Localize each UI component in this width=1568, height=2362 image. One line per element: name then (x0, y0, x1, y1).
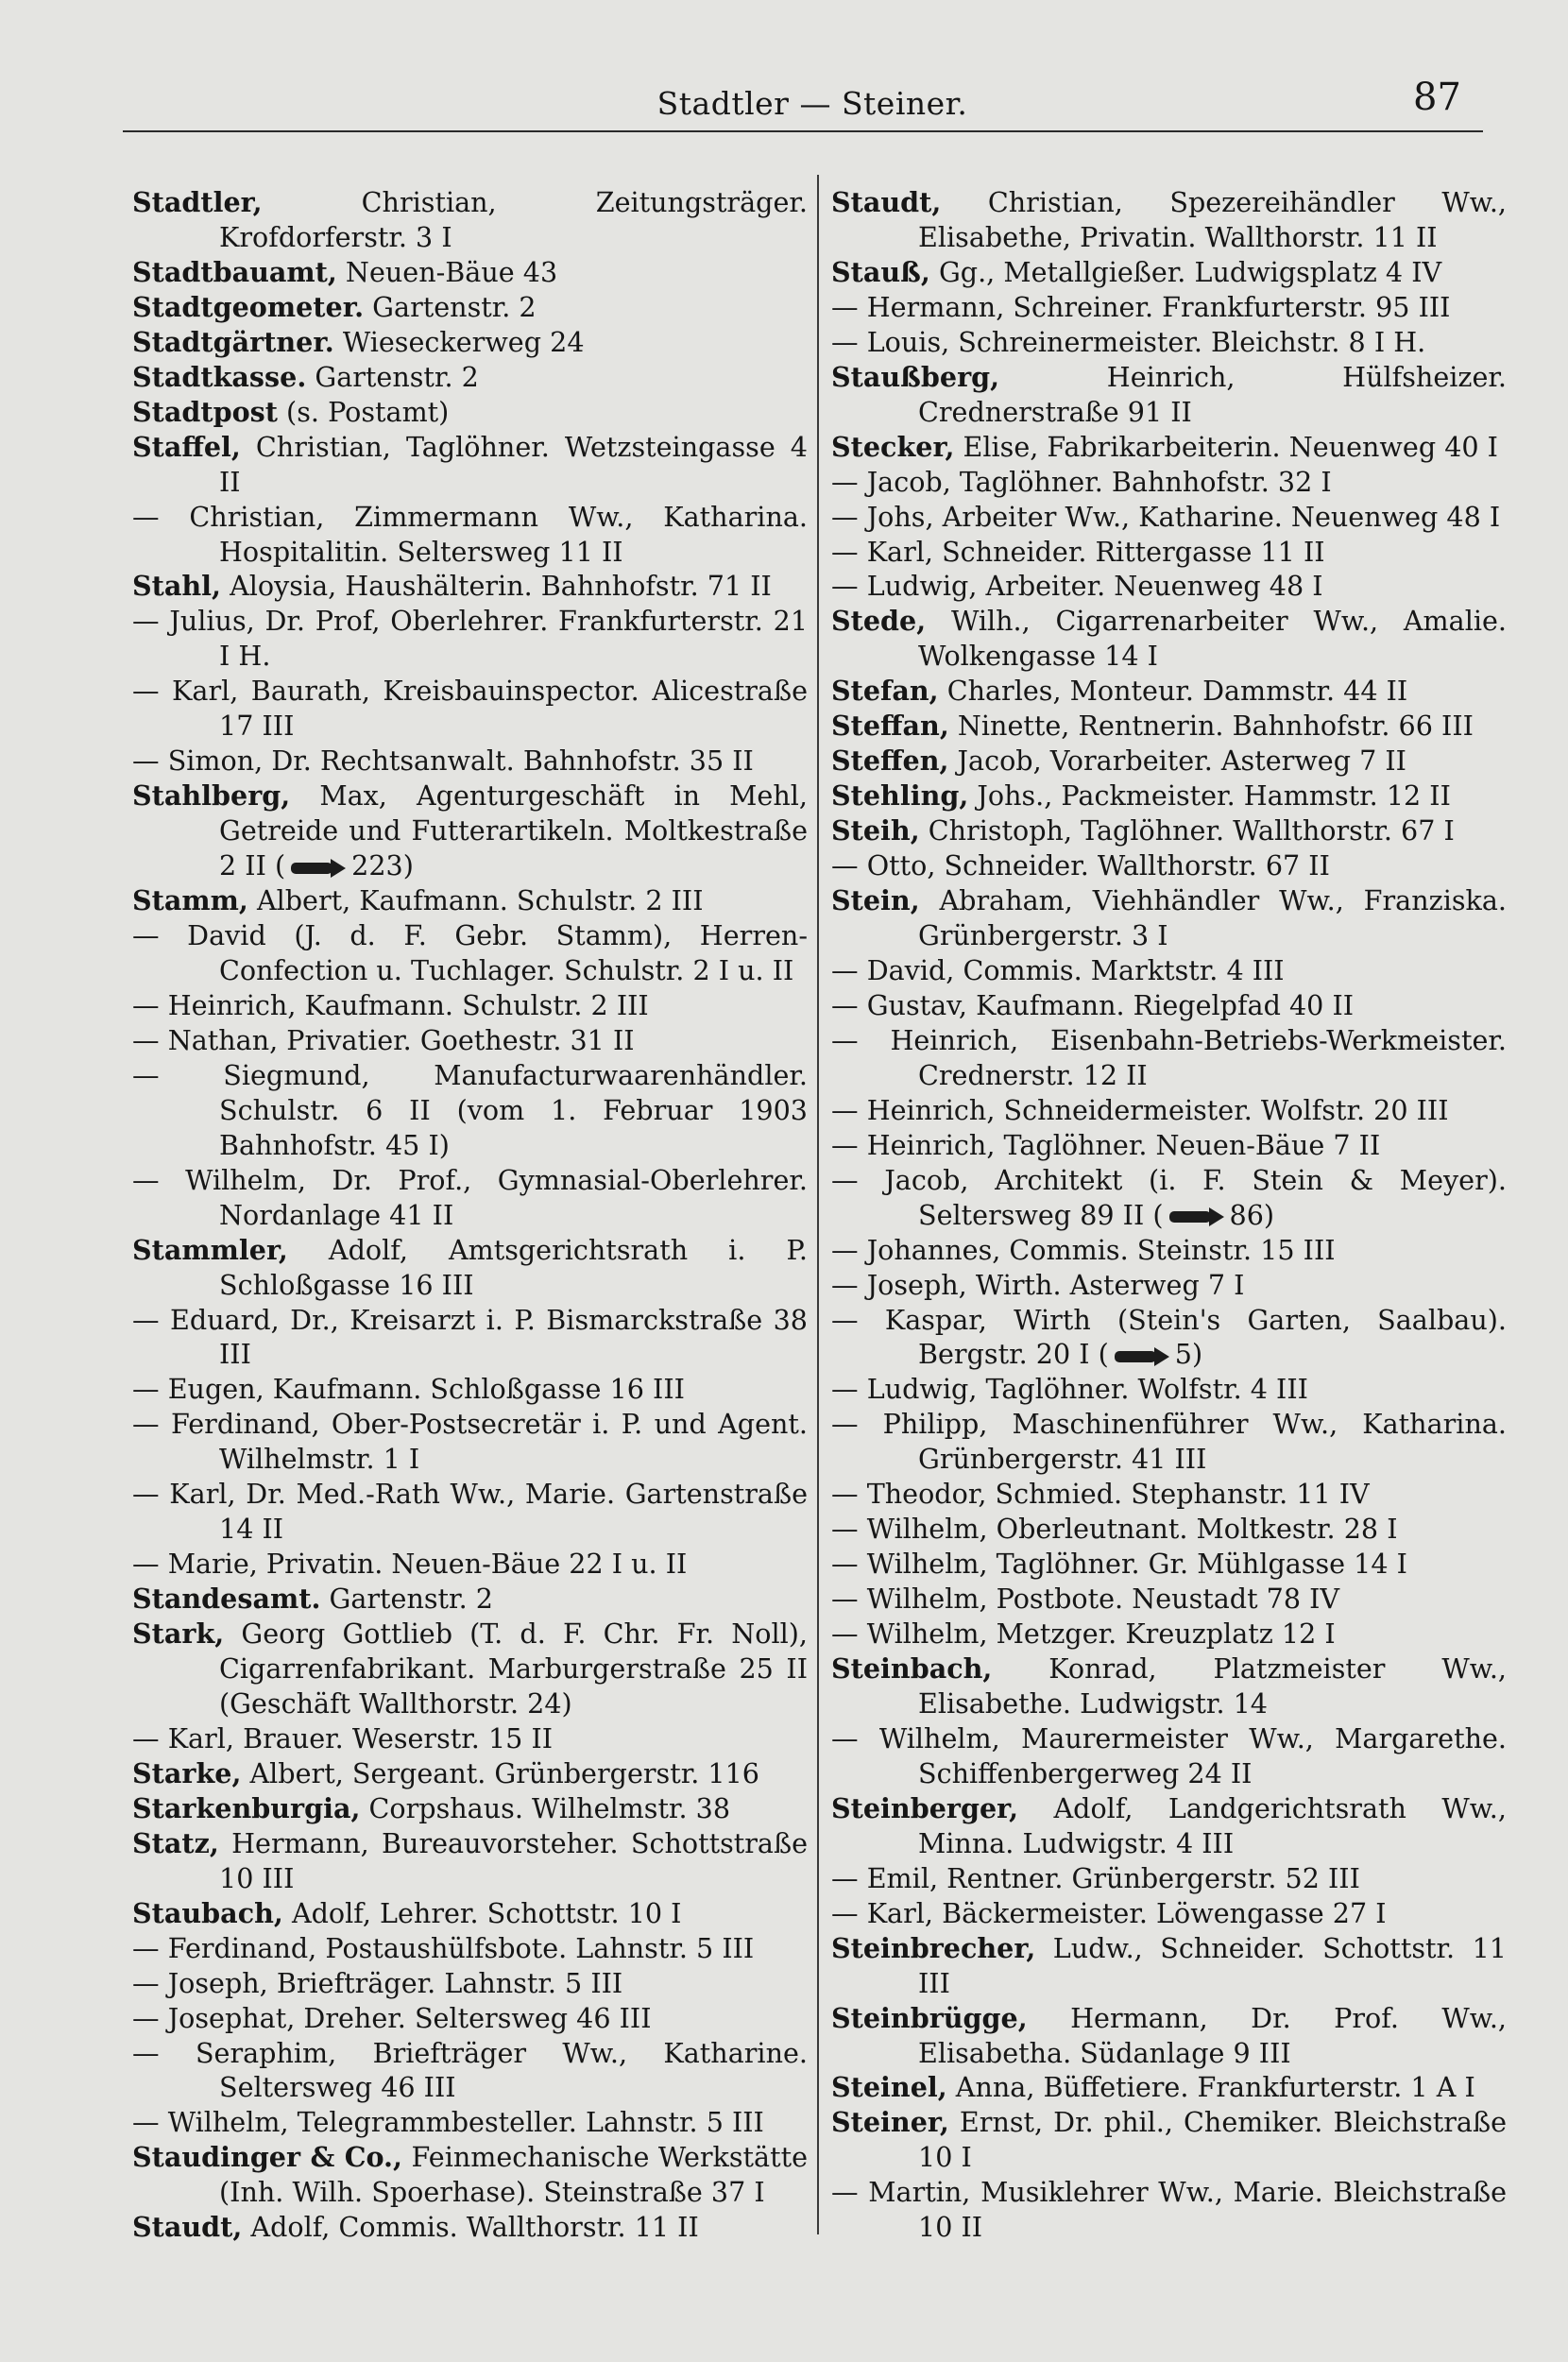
entry-headword: Stehling, (831, 779, 969, 813)
entry-headword: Steinbrügge, (831, 2001, 1028, 2034)
directory-entry (132, 604, 808, 674)
entry-text: Johannes, Commis. Steinstr. 15 III (866, 1233, 1336, 1266)
entry-text: Charles, Monteur. Dammstr. 44 II (938, 675, 1408, 708)
repeat-dash: — (831, 1093, 867, 1126)
entry-text: Gg., Metallgießer. Ludwigsplatz 4 IV (929, 255, 1442, 288)
entry-text: Simon, Dr. Rechtsanwalt. Bahnhofstr. 35 II (167, 745, 754, 778)
entry-headword: Stein, (831, 884, 920, 917)
entry-text: David, Commis. Marktstr. 4 III (866, 953, 1285, 986)
entry-headword: Starke, (132, 1756, 242, 1789)
entry-headword: Steffen, (831, 745, 949, 778)
directory-entry (132, 2210, 808, 2245)
directory-entry (132, 395, 808, 430)
repeat-dash: — (831, 325, 867, 358)
repeat-dash: — (132, 1163, 186, 1196)
entry-headword: Stark, (132, 1617, 225, 1651)
directory-entry (132, 674, 808, 744)
header-rule (123, 130, 1483, 132)
entry-text: Adolf, Commis. Wallthorstr. 11 II (242, 2211, 699, 2244)
repeat-dash: — (132, 1408, 171, 1441)
directory-entry (831, 779, 1507, 813)
entry-text: Nathan, Privatier. Goethestr. 31 II (167, 1023, 635, 1056)
directory-entry (132, 883, 808, 918)
entry-text: Otto, Schneider. Wallthorstr. 67 II (866, 849, 1330, 882)
entry-text: Heinrich, Kaufmann. Schulstr. 2 III (167, 988, 649, 1021)
entry-headword: Standesamt. (132, 1583, 321, 1616)
directory-entry (132, 1023, 808, 1058)
repeat-dash: — (831, 1583, 867, 1616)
repeat-dash: — (831, 1268, 867, 1301)
directory-entry (831, 2105, 1507, 2175)
entry-text: Max, Agenturgeschäft in Mehl, Getreide und Futterartikeln. Moltkestraße 2 II ( (219, 779, 808, 882)
directory-entry (831, 1233, 1507, 1268)
entry-headword: Stahl, (132, 570, 221, 603)
directory-entry (132, 430, 808, 500)
directory-entry (831, 2001, 1507, 2071)
entry-text: Johs., Packmeister. Hammstr. 12 II (968, 779, 1451, 813)
repeat-dash: — (132, 675, 173, 708)
entry-headword: Stamm, (132, 884, 248, 917)
directory-entry (132, 744, 808, 779)
entry-text: Hermann, Dr. Prof. Ww., Elisabetha. Südanlage 9 III (918, 2001, 1507, 2069)
repeat-dash: — (831, 953, 867, 986)
entry-text: Wieseckerweg 24 (333, 325, 585, 358)
phone-number: 86 (1229, 1198, 1264, 1231)
directory-entry (831, 500, 1507, 535)
directory-entry (132, 1058, 808, 1163)
entry-text: Karl, Baurath, Kreisbauinspector. Alicestraße 17 III (172, 675, 808, 743)
directory-entry (831, 290, 1507, 325)
repeat-dash: — (831, 1896, 867, 1929)
directory-entry (132, 1547, 808, 1582)
directory-entry (132, 1826, 808, 1896)
directory-entry (831, 1128, 1507, 1163)
repeat-dash: — (831, 1478, 867, 1511)
entry-headword: Staudinger & Co., (132, 2141, 402, 2174)
directory-entry (132, 1407, 808, 1477)
directory-entry (831, 325, 1507, 360)
directory-entry (132, 1617, 808, 1721)
directory-entry (132, 569, 808, 604)
entry-text: Eugen, Kaufmann. Schloßgasse 16 III (167, 1373, 685, 1406)
entry-text: Neuen-Bäue 43 (336, 255, 558, 288)
right-column (831, 185, 1507, 2245)
repeat-dash: — (132, 500, 190, 533)
directory-entry (132, 2001, 808, 2036)
directory-entry (831, 1372, 1507, 1407)
directory-entry (831, 1617, 1507, 1652)
entry-headword: Staudt, (132, 2211, 243, 2244)
entry-headword: Stede, (831, 605, 927, 638)
directory-entry (831, 185, 1507, 255)
entry-text: Adolf, Lehrer. Schottstr. 10 I (282, 1896, 682, 1929)
column-divider (817, 175, 819, 2234)
repeat-dash: — (831, 1548, 867, 1581)
entry-text: Ninette, Rentnerin. Bahnhofstr. 66 III (948, 710, 1474, 743)
repeat-dash: — (831, 465, 867, 498)
directory-entry (831, 883, 1507, 953)
directory-entry (831, 2070, 1507, 2105)
entry-text: Christian, Spezereihändler Ww., Elisabethe, Privatin. Wallthorstr. 11 II (918, 186, 1507, 253)
repeat-dash: — (831, 1617, 867, 1651)
entry-text: Corpshaus. Wilhelmstr. 38 (360, 1791, 731, 1824)
entry-headword: Stadtler, (132, 186, 263, 218)
directory-entry (831, 2175, 1507, 2245)
repeat-dash: — (831, 570, 867, 603)
directory-entry (831, 709, 1507, 744)
entry-headword: Stadtkasse. (132, 360, 307, 393)
repeat-dash: — (132, 2106, 168, 2139)
repeat-dash: — (132, 2001, 168, 2034)
directory-entry (132, 1372, 808, 1407)
directory-entry (831, 1721, 1507, 1791)
entry-headword: Stecker, (831, 430, 955, 463)
entry-text: Konrad, Platzmeister Ww., Elisabethe. Ludwigstr. 14 (918, 1652, 1507, 1720)
entry-text: Feinmechanische Werkstätte (Inh. Wilh. Spoerhase). Steinstraße 37 I (219, 2141, 808, 2209)
repeat-dash: — (831, 1233, 867, 1266)
entry-headword: Stadtgeometer. (132, 290, 365, 323)
entry-text: Theodor, Schmied. Stephanstr. 11 IV (866, 1478, 1370, 1511)
directory-entry (132, 185, 808, 255)
entry-text: Wilhelm, Dr. Prof., Gymnasial-Oberlehrer. Nordanlage 41 II (185, 1163, 808, 1231)
directory-entry (132, 1931, 808, 1966)
entry-headword: Starkenburgia, (132, 1791, 361, 1824)
entry-text: Jacob, Vorarbeiter. Asterweg 7 II (948, 745, 1406, 778)
repeat-dash: — (132, 1721, 168, 1754)
entry-headword: Staußberg, (831, 360, 1000, 393)
page-number: 87 (1413, 76, 1461, 119)
directory-entry (831, 1268, 1507, 1303)
directory-entry (132, 1966, 808, 2001)
repeat-dash: — (132, 2036, 196, 2069)
repeat-dash: — (132, 1966, 168, 1999)
entry-text: Gartenstr. 2 (306, 360, 479, 393)
entry-text: Gustav, Kaufmann. Riegelpfad 40 II (866, 988, 1355, 1021)
directory-entry (132, 2105, 808, 2140)
entry-headword: Statz, (132, 1826, 219, 1859)
directory-entry (831, 1407, 1507, 1477)
entry-headword: Stammler, (132, 1233, 288, 1266)
phone-number: 5 (1174, 1338, 1192, 1371)
entry-headword: Steffan, (831, 710, 949, 743)
entry-text: David (J. d. F. Gebr. Stamm), Herren-Confection u. Tuchlager. Schulstr. 2 I u. II (187, 919, 808, 986)
entry-text: Wilhelm, Maurermeister Ww., Margarethe. Schiffenbergerweg 24 II (878, 1721, 1507, 1789)
entry-text: Jacob, Taglöhner. Bahnhofstr. 32 I (866, 465, 1332, 498)
entry-text: Anna, Büffetiere. Frankfurterstr. 1 A I (946, 2071, 1475, 2104)
repeat-dash: — (132, 1023, 168, 1056)
telephone-icon (1167, 1207, 1226, 1227)
entry-text: Wilh., Cigarrenarbeiter Ww., Amalie. Wolkengasse 14 I (918, 605, 1507, 673)
entry-headword: Steinbrecher, (831, 1931, 1036, 1964)
entry-text: Emil, Rentner. Grünbergerstr. 52 III (866, 1861, 1360, 1894)
directory-entry (132, 500, 808, 570)
entry-headword: Stadtgärtner. (132, 325, 334, 358)
entry-text: Wilhelm, Metzger. Kreuzplatz 12 I (866, 1617, 1336, 1651)
directory-entry (831, 1931, 1507, 2001)
left-column (132, 185, 808, 2245)
directory-entry (132, 779, 808, 883)
entry-text: Heinrich, Eisenbahn-Betriebs-Werkmeister. Crednerstr. 12 II (890, 1023, 1507, 1091)
directory-entry (132, 1756, 808, 1791)
entry-headword: Stadtpost (132, 395, 278, 428)
directory-entry (831, 535, 1507, 570)
directory-entry (132, 290, 808, 325)
entry-text: Ernst, Dr. phil., Chemiker. Bleichstraße 10 I (918, 2106, 1507, 2174)
entry-text: Philipp, Maschinenführer Ww., Katharina. Grünbergerstr. 41 III (882, 1408, 1507, 1476)
entry-headword: Stadtbauamt, (132, 255, 337, 288)
repeat-dash: — (831, 1023, 891, 1056)
directory-entry (831, 1861, 1507, 1896)
directory-entry (831, 1547, 1507, 1582)
directory-entry (831, 1582, 1507, 1617)
directory-entry (132, 1163, 808, 1233)
directory-entry (831, 848, 1507, 883)
repeat-dash: — (831, 1163, 885, 1196)
entry-text: Aloysia, Haushälterin. Bahnhofstr. 71 II (221, 570, 772, 603)
entry-headword: Steinberger, (831, 1791, 1019, 1824)
directory-entry (831, 465, 1507, 500)
repeat-dash: — (132, 1931, 168, 1964)
running-head: Stadtler — Steiner. (656, 85, 968, 122)
repeat-dash: — (132, 1058, 224, 1091)
entry-text: Marie, Privatin. Neuen-Bäue 22 I u. II (167, 1548, 688, 1581)
entry-text: Karl, Schneider. Rittergasse 11 II (866, 535, 1325, 568)
directory-entry (132, 255, 808, 290)
directory-entry (831, 1791, 1507, 1861)
entry-headword: Staubach, (132, 1896, 283, 1929)
entry-text: Elise, Fabrikarbeiterin. Neuenweg 40 I (954, 430, 1498, 463)
entry-text: Heinrich, Schneidermeister. Wolfstr. 20 III (866, 1093, 1449, 1126)
entry-headword: Stauß, (831, 255, 930, 288)
entry-text: Gartenstr. 2 (320, 1583, 493, 1616)
repeat-dash: — (831, 535, 867, 568)
entry-text: Heinrich, Hülfsheizer. Crednerstraße 91 II (918, 360, 1507, 428)
entry-text: (s. Postamt) (277, 395, 450, 428)
directory-entry (831, 1477, 1507, 1512)
entry-text: Wilhelm, Taglöhner. Gr. Mühlgasse 14 I (866, 1548, 1407, 1581)
directory-entry (132, 1303, 808, 1373)
entry-text: Louis, Schreinermeister. Bleichstr. 8 I H. (866, 325, 1426, 358)
repeat-dash: — (132, 919, 188, 952)
entry-text: Karl, Bäckermeister. Löwengasse 27 I (866, 1896, 1387, 1929)
directory-entry (831, 813, 1507, 848)
entry-text: Adolf, Landgerichtsrath Ww., Minna. Ludwigstr. 4 III (918, 1791, 1507, 1859)
entry-text: Ludw., Schneider. Schottstr. 11 III (918, 1931, 1507, 1999)
repeat-dash: — (831, 1721, 879, 1754)
repeat-dash: — (831, 1408, 883, 1441)
entry-text: Ferdinand, Ober-Postsecretär i. P. und Agent. Wilhelmstr. 1 I (170, 1408, 809, 1476)
entry-text: Joseph, Briefträger. Lahnstr. 5 III (167, 1966, 623, 1999)
directory-entry (831, 674, 1507, 709)
entry-text-end: ) (402, 849, 414, 882)
entry-text: Ludwig, Arbeiter. Neuenweg 48 I (866, 570, 1323, 603)
entry-text: Hermann, Bureauvorsteher. Schottstraße 10 III (218, 1826, 808, 1894)
repeat-dash: — (831, 290, 867, 323)
entry-text: Jacob, Architekt (i. F. Stein & Meyer). Seltersweg 89 II ( (884, 1163, 1507, 1231)
entry-headword: Staffel, (132, 430, 241, 463)
entry-text: Georg Gottlieb (T. d. F. Chr. Fr. Noll), Cigarrenfabrikant. Marburgerstraße 25 II (Geschäft Wallthorstr. 24) (219, 1617, 808, 1720)
directory-entry (831, 569, 1507, 604)
entry-text: Heinrich, Taglöhner. Neuen-Bäue 7 II (866, 1128, 1381, 1161)
phone-number: 223 (351, 849, 403, 882)
entry-text: Albert, Sergeant. Grünbergerstr. 116 (241, 1756, 759, 1789)
directory-entry (132, 360, 808, 395)
entry-headword: Staudt, (831, 186, 942, 218)
entry-text: Karl, Brauer. Weserstr. 15 II (167, 1721, 554, 1754)
directory-entry (831, 1896, 1507, 1931)
entry-text: Wilhelm, Postbote. Neustadt 78 IV (866, 1583, 1340, 1616)
directory-entry (132, 1791, 808, 1826)
entry-text: Christian, Zimmermann Ww., Katharina. Hospitalitin. Seltersweg 11 II (189, 500, 808, 568)
directory-entry (831, 1652, 1507, 1721)
entry-text-end: ) (1192, 1338, 1203, 1371)
repeat-dash: — (132, 605, 170, 638)
repeat-dash: — (132, 1548, 168, 1581)
entry-text: Abraham, Viehhändler Ww., Franziska. Grünbergerstr. 3 I (918, 884, 1507, 952)
entry-headword: Steinbach, (831, 1652, 993, 1686)
directory-entry (132, 2036, 808, 2106)
directory-entry (831, 1303, 1507, 1373)
directory-entry (132, 325, 808, 360)
directory-entry (132, 1721, 808, 1756)
entry-text: Gartenstr. 2 (364, 290, 537, 323)
repeat-dash: — (831, 1513, 867, 1546)
directory-entry (831, 604, 1507, 674)
directory-entry (132, 1896, 808, 1931)
directory-entry (132, 1477, 808, 1547)
directory-entry (132, 2140, 808, 2210)
directory-entry (831, 953, 1507, 988)
entry-text: Seraphim, Briefträger Ww., Katharine. Seltersweg 46 III (195, 2036, 808, 2104)
entry-text: Hermann, Schreiner. Frankfurterstr. 95 III (866, 290, 1451, 323)
directory-entry (831, 744, 1507, 779)
repeat-dash: — (132, 1373, 168, 1406)
repeat-dash: — (132, 1478, 170, 1511)
repeat-dash: — (831, 849, 867, 882)
entry-text: Ferdinand, Postaushülfsbote. Lahnstr. 5 III (167, 1931, 755, 1964)
repeat-dash: — (831, 1373, 867, 1406)
entry-text: Josephat, Dreher. Seltersweg 46 III (167, 2001, 652, 2034)
directory-entry (831, 430, 1507, 465)
repeat-dash: — (831, 500, 867, 533)
entry-text-end: ) (1263, 1198, 1275, 1231)
entry-text: Siegmund, Manufacturwaarenhändler. Schulstr. 6 II (vom 1. Februar 1903 Bahnhofstr. 45 I) (219, 1058, 809, 1161)
directory-entry (831, 1163, 1507, 1233)
entry-headword: Steiner, (831, 2106, 949, 2139)
repeat-dash: — (132, 1303, 171, 1336)
entry-text: Christian, Taglöhner. Wetzsteingasse 4 II (219, 430, 808, 498)
directory-entry (831, 1023, 1507, 1093)
entry-text: Ludwig, Taglöhner. Wolfstr. 4 III (866, 1373, 1308, 1406)
repeat-dash: — (831, 1861, 867, 1894)
directory-entry (831, 360, 1507, 430)
entry-text: Christoph, Taglöhner. Wallthorstr. 67 I (919, 814, 1455, 847)
directory-entry (132, 1582, 808, 1617)
repeat-dash: — (831, 1128, 867, 1161)
entry-text: Julius, Dr. Prof, Oberlehrer. Frankfurterstr. 21 I H. (169, 605, 809, 673)
entry-headword: Stefan, (831, 675, 939, 708)
entry-headword: Steih, (831, 814, 920, 847)
repeat-dash: — (831, 2176, 869, 2209)
directory-entry (831, 1093, 1507, 1128)
entry-text: Johs, Arbeiter Ww., Katharine. Neuenweg 48 I (866, 500, 1501, 533)
entry-text: Kaspar, Wirth (Stein's Garten, Saalbau). Bergstr. 20 I ( (884, 1303, 1508, 1371)
entry-text: Martin, Musiklehrer Ww., Marie. Bleichstraße 10 II (868, 2176, 1507, 2244)
entry-text: Albert, Kaufmann. Schulstr. 2 III (247, 884, 704, 917)
directory-entry (132, 918, 808, 988)
entry-text: Christian, Zeitungsträger. Krofdorferstr. 3 I (219, 186, 808, 253)
entry-text: Karl, Dr. Med.-Rath Ww., Marie. Gartenstraße 14 II (169, 1478, 809, 1546)
entry-headword: Stahlberg, (132, 779, 291, 813)
entry-text: Joseph, Wirth. Asterweg 7 I (866, 1268, 1245, 1301)
page-header (0, 64, 1568, 140)
entry-headword: Steinel, (831, 2071, 947, 2104)
repeat-dash: — (831, 1303, 885, 1336)
directory-entry (831, 255, 1507, 290)
telephone-icon (289, 858, 348, 879)
repeat-dash: — (132, 745, 168, 778)
entry-text: Adolf, Amtsgerichtsrath i. P. Schloßgasse 16 III (219, 1233, 808, 1301)
directory-entry (831, 988, 1507, 1023)
repeat-dash: — (831, 988, 867, 1021)
directory-entry (132, 988, 808, 1023)
entry-text: Wilhelm, Oberleutnant. Moltkestr. 28 I (866, 1513, 1398, 1546)
directory-entry (831, 1512, 1507, 1547)
telephone-icon (1113, 1346, 1171, 1367)
entry-text: Eduard, Dr., Kreisarzt i. P. Bismarckstraße 38 III (170, 1303, 809, 1371)
repeat-dash: — (132, 988, 168, 1021)
entry-text: Wilhelm, Telegrammbesteller. Lahnstr. 5 III (167, 2106, 764, 2139)
directory-entry (132, 1233, 808, 1303)
